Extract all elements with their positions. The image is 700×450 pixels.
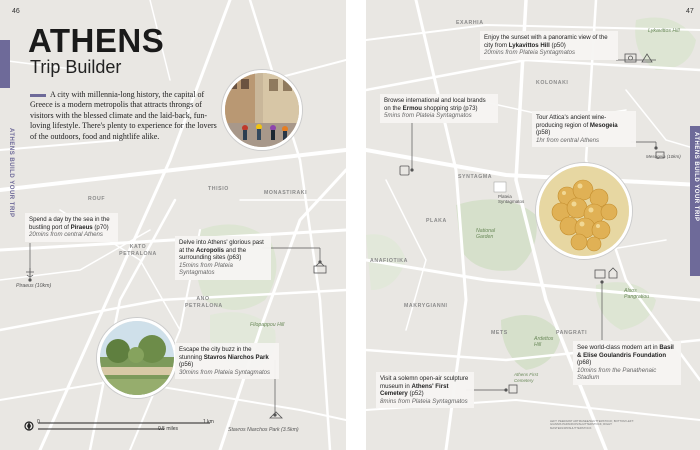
callout-travel-time: 1hr from central Athens	[536, 136, 600, 144]
map-label-makrygianni: MAKRYGIANNI	[404, 303, 448, 309]
map-label-monastiraki: MONASTIRAKI	[264, 190, 308, 196]
callout-text: See world-class modern art in	[577, 344, 660, 351]
left-page	[0, 0, 346, 450]
callout-travel-time: 8mins from Plateia Syntagmatos	[380, 397, 468, 405]
intro-text	[30, 90, 218, 142]
right-page	[366, 0, 700, 450]
park-photo-art	[100, 321, 174, 395]
callout-page-ref: (p56)	[179, 361, 194, 369]
side-label: ATHENS BUILD YOUR TRIP	[8, 128, 14, 218]
map-label-plateia: Plateia Syntagmatos	[498, 194, 525, 204]
callout-acropolis	[175, 236, 271, 280]
map-label-thisio: THISIO	[208, 186, 229, 192]
page-number: 46	[12, 8, 20, 15]
callout-travel-time: 15mins from Plateia Syntagmatos	[179, 261, 233, 277]
callout-travel-time: 20mins from central Athens	[29, 231, 103, 239]
intro-paragraph: A city with millennia-long history, the capital of Greece is a modern metropolis that attracts throngs of visitors with the blessed climate and the laid-back, fun-loving lifestyle. There's plenty to experience for the lovers of the outdoors, food and nightlife alike.	[30, 90, 217, 141]
photo-credits: LEFT: PEERAPAT ARTMANEE/SHUTTERSTOCK; BOTTOM LEFT: GIANNIS PAPANIKOS/SHUTTERSTOCK; RIGHT: MASTER1305/SHUTTERSTOCK	[550, 419, 634, 430]
map-label-exarhia: EXARHIA	[456, 20, 484, 26]
callout-first-cemetery	[376, 372, 474, 408]
map-label-rouf: ROUF	[88, 196, 106, 202]
callout-stavros	[175, 343, 279, 379]
map-label-mesogeia-pin: Mesogeia (10km)	[646, 154, 681, 159]
callout-text: Spend a day by the sea in the bustling port of	[29, 216, 110, 231]
callout-goulandris	[573, 341, 681, 385]
callout-page-ref: (p58)	[536, 129, 551, 137]
callout-text: Enjoy the sunset with a panoramic view of the city from	[484, 34, 608, 49]
map-label-anafiotika: ANAFIOTIKA	[370, 258, 408, 264]
map-label-pangrati: PANGRATI	[556, 330, 588, 336]
scale-bar	[24, 419, 214, 433]
scale-zero: 0	[37, 419, 40, 425]
callout-page-ref: shopping strip (p73)	[421, 104, 478, 112]
photo-ermou-street	[222, 70, 302, 150]
callout-piraeus	[25, 213, 118, 242]
map-label-filopappou: Filopappou Hill	[250, 322, 285, 328]
callout-place: Ermou	[402, 104, 422, 112]
callout-place: Acropolis	[195, 246, 225, 254]
callout-page-ref: (p68)	[577, 359, 592, 367]
callout-text: Browse international and local brands on the	[384, 97, 486, 112]
callout-text: Visit a solemn open-air sculpture museum in	[380, 375, 469, 390]
side-label: ATHENS BUILD YOUR TRIP	[693, 132, 699, 222]
page-number: 47	[686, 8, 694, 15]
map-label-ardettos: Ardettos Hill	[534, 336, 554, 348]
callout-travel-time: 5mins from Plateia Syntagmatos	[384, 112, 472, 120]
callout-travel-time: 30mins from Plateia Syntagmatos	[179, 368, 271, 376]
callout-page-ref: (p70)	[92, 223, 109, 231]
callout-lykavittos	[480, 31, 618, 60]
map-label-kolonaki: KOLONAKI	[536, 80, 569, 86]
gutter	[346, 0, 366, 450]
callout-ermou	[380, 94, 498, 123]
photo-mesogeia-grapes	[536, 163, 632, 259]
callout-place: Athens' First Cemetery	[380, 382, 449, 398]
callout-text: Escape the city buzz in the stunning	[179, 346, 252, 361]
photo-stavros-niarchos-park	[97, 318, 177, 398]
callout-place: Piraeus	[70, 223, 93, 231]
map-label-plaka: PLAKA	[426, 218, 447, 224]
callout-text: Delve into Athens' glorious past at the	[179, 239, 264, 254]
map-label-mets: METS	[491, 330, 508, 336]
accent-bar	[30, 94, 46, 97]
map-label-lykavittos-hill: Lykavittos Hill	[648, 28, 680, 34]
map-label-piraeus-pin: Piraeus (10km)	[16, 283, 52, 289]
map-label-ano-petralona: ANO PETRALONA	[185, 296, 223, 309]
page-title: ATHENS	[28, 22, 165, 59]
callout-travel-time: 10mins from the Panathenaic Stadium	[577, 366, 657, 382]
callout-page-ref: (p52)	[407, 390, 424, 398]
map-label-national-garden: National Garden	[476, 228, 496, 240]
map-label-alsos: Alsos Pangratiou	[624, 288, 650, 300]
callout-travel-time: 20mins from Plateia Syntagmatos	[484, 49, 576, 57]
callout-place: Basil & Elise Goulandris Foundation	[577, 344, 674, 359]
callout-place: Lykavittos Hill	[508, 41, 550, 49]
page-subtitle: Trip Builder	[30, 57, 122, 77]
map-label-syntagma: SYNTAGMA	[458, 174, 493, 180]
grapes-photo-art	[539, 166, 629, 256]
callout-place: Stavros Niarchos Park	[203, 353, 269, 361]
map-label-stavros-pin: Stavros Niarchos Park (3.5km)	[228, 427, 299, 433]
street-photo-art	[225, 73, 299, 147]
callout-text: Tour Attica's ancient wine-producing region of	[536, 114, 607, 129]
callout-page-ref: and the surrounding sites (p63)	[179, 246, 247, 262]
scale-miles: 0.5 miles	[158, 426, 179, 432]
scale-km: 1 km	[203, 419, 214, 425]
callout-page-ref: (p50)	[549, 41, 566, 49]
map-label-kato-petralona: KATO PETRALONA	[119, 244, 157, 257]
callout-place: Mesogeia	[589, 121, 618, 129]
map-label-first-cemetery: Athens First Cemetery	[514, 372, 539, 383]
callout-mesogeia	[532, 111, 636, 147]
chapter-tab	[0, 40, 10, 88]
